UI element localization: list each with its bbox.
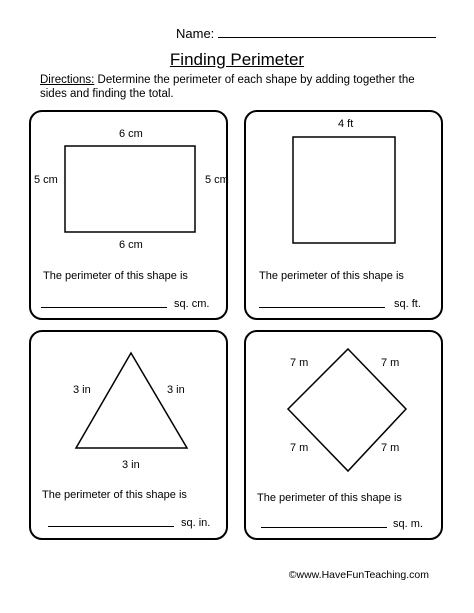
triangle-left-label: 3 in (73, 384, 91, 396)
rectangle-bottom-label: 6 cm (119, 239, 143, 251)
diamond-bottom-left-label: 7 m (290, 442, 309, 454)
directions (40, 73, 440, 101)
card-diamond (244, 330, 443, 540)
card-rectangle (29, 110, 228, 320)
rectangle-shape (64, 145, 196, 233)
perimeter-prompt: The perimeter of this shape is (259, 270, 404, 282)
card-triangle (29, 330, 228, 540)
perimeter-prompt: The perimeter of this shape is (43, 270, 188, 282)
unit-label: sq. in. (181, 517, 211, 529)
answer-line[interactable] (259, 307, 385, 308)
diamond-top-left-label: 7 m (290, 357, 309, 369)
square-shape (292, 136, 396, 244)
triangle-right-label: 3 in (167, 384, 185, 396)
triangle-bottom-label: 3 in (122, 459, 140, 471)
directions-text: Determine the perimeter of each shape by adding together the sides and finding the total. (40, 74, 415, 100)
answer-line[interactable] (41, 307, 167, 308)
name-field[interactable] (218, 27, 436, 38)
copyright[interactable]: ©www.HaveFunTeaching.com (288, 569, 429, 581)
unit-label: sq. cm. (174, 298, 210, 310)
perimeter-prompt: The perimeter of this shape is (257, 492, 402, 504)
diamond-bottom-right-label: 7 m (381, 442, 400, 454)
rectangle-right-label: 5 cm (205, 174, 229, 186)
diamond-top-right-label: 7 m (381, 357, 400, 369)
unit-label: sq. ft. (394, 298, 421, 310)
triangle-shape (73, 351, 191, 451)
answer-line[interactable] (261, 527, 387, 528)
answer-line[interactable] (48, 526, 174, 527)
perimeter-prompt: The perimeter of this shape is (42, 489, 187, 501)
name-label: Name: (176, 26, 215, 41)
directions-label: Directions: (40, 74, 95, 86)
card-square (244, 110, 443, 320)
unit-label: sq. m. (393, 518, 423, 530)
name-row (176, 26, 436, 41)
diamond-shape (286, 347, 408, 473)
rectangle-top-label: 6 cm (119, 128, 143, 140)
rectangle-left-label: 5 cm (34, 174, 58, 186)
page-title: Finding Perimeter (169, 50, 305, 69)
square-top-label: 4 ft (338, 118, 354, 130)
